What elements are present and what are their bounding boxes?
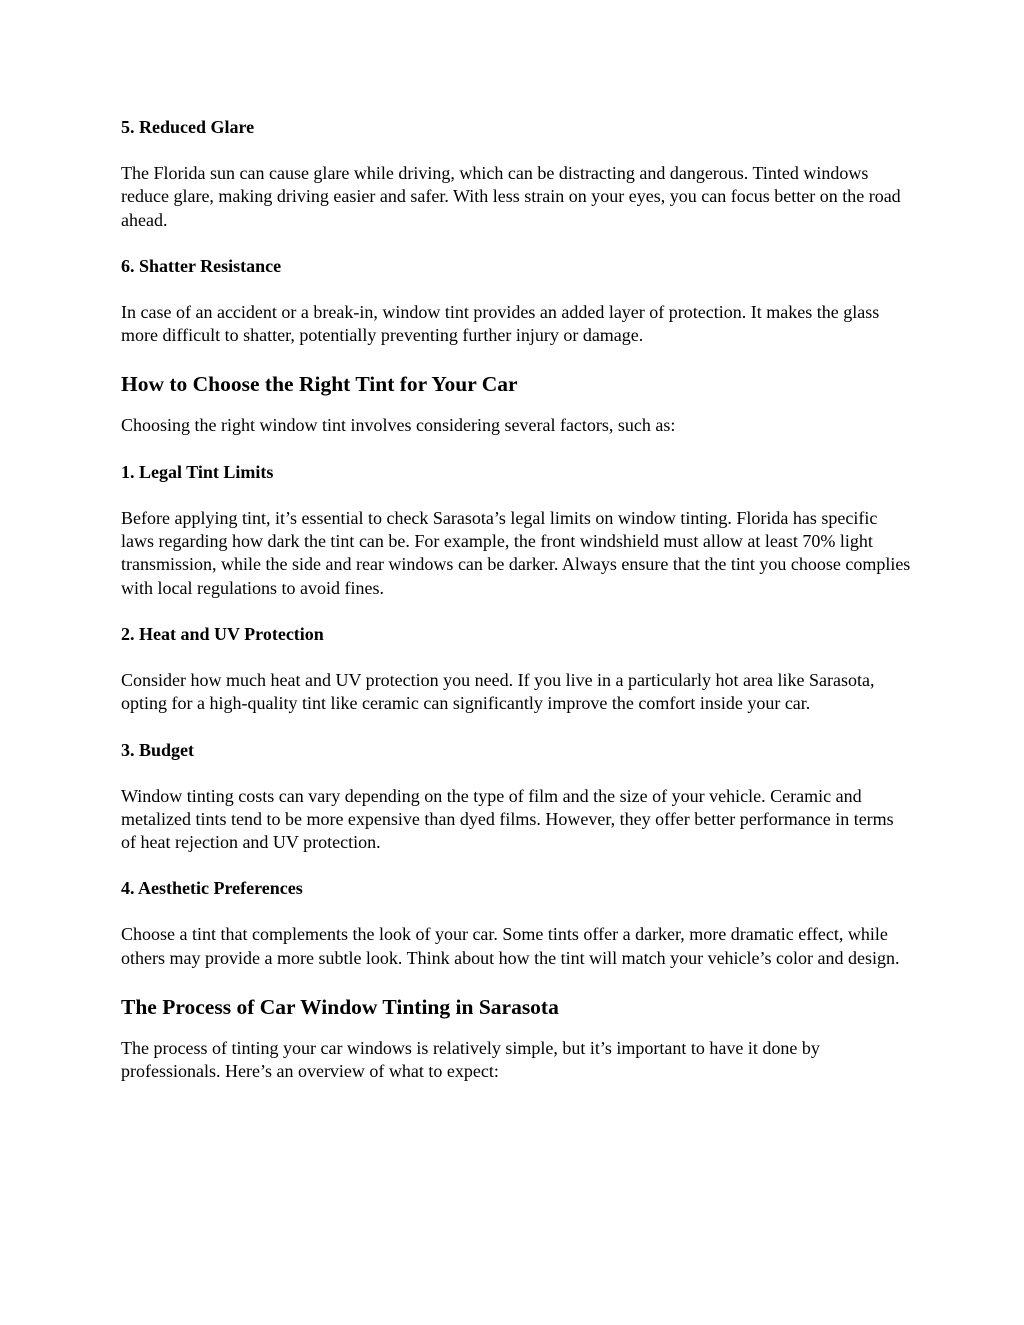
subheading-shatter-resistance: 6. Shatter Resistance	[121, 255, 282, 276]
paragraph-legal-tint-limits: Before applying tint, it’s essential to check Sarasota’s legal limits on window tinting. Florida has specific laws regarding how dark the tint can be. For example, the front windshield must allow at least 70% light transmission, while the side and rear windows can be darker. Always ensure that the tint you choose complies with local regulations to avoid fines.	[121, 507, 911, 598]
paragraph-choose-intro: Choosing the right window tint involves considering several factors, such as:	[121, 415, 676, 436]
subheading-reduced-glare: 5. Reduced Glare	[121, 117, 255, 137]
subheading-heat-uv-protection: 2. Heat and UV Protection	[121, 623, 324, 644]
document-page	[121, 116, 911, 1107]
paragraph-budget: Window tinting costs can vary depending on the type of film and the size of your vehicle. Ceramic and metalized tints tend to be more expensive than dyed films. However, they offer better performance in terms of heat rejection and UV protection.	[121, 785, 894, 853]
subheading-budget: 3. Budget	[121, 739, 195, 760]
subheading-aesthetic-preferences: 4. Aesthetic Preferences	[121, 878, 303, 899]
paragraph-reduced-glare: The Florida sun can cause glare while driving, which can be distracting and dangerous. Tinted windows reduce glare, making driving easier and safer. With less strain on your eyes, you can focus better on the road ahead.	[121, 163, 901, 230]
paragraph-heat-uv-protection: Consider how much heat and UV protection you need. If you live in a particularly hot area like Sarasota, opting for a high-quality tint like ceramic can significantly improve the comfort inside your car.	[121, 669, 875, 714]
subheading-legal-tint-limits: 1. Legal Tint Limits	[121, 461, 274, 482]
paragraph-tinting-process: The process of tinting your car windows is relatively simple, but it’s important to have it done by professionals. Here’s an overview of what to expect:	[121, 1038, 820, 1082]
paragraph-shatter-resistance: In case of an accident or a break-in, window tint provides an added layer of protection. It makes the glass more difficult to shatter, potentially preventing further injury or damage.	[121, 301, 880, 346]
heading-choose-right-tint: How to Choose the Right Tint for Your Car	[121, 372, 518, 397]
paragraph-aesthetic-preferences: Choose a tint that complements the look of your car. Some tints offer a darker, more dramatic effect, while others may provide a more subtle look. Think about how the tint will match your vehicle’s color and design.	[121, 924, 900, 968]
heading-tinting-process: The Process of Car Window Tinting in Sarasota	[121, 995, 559, 1020]
